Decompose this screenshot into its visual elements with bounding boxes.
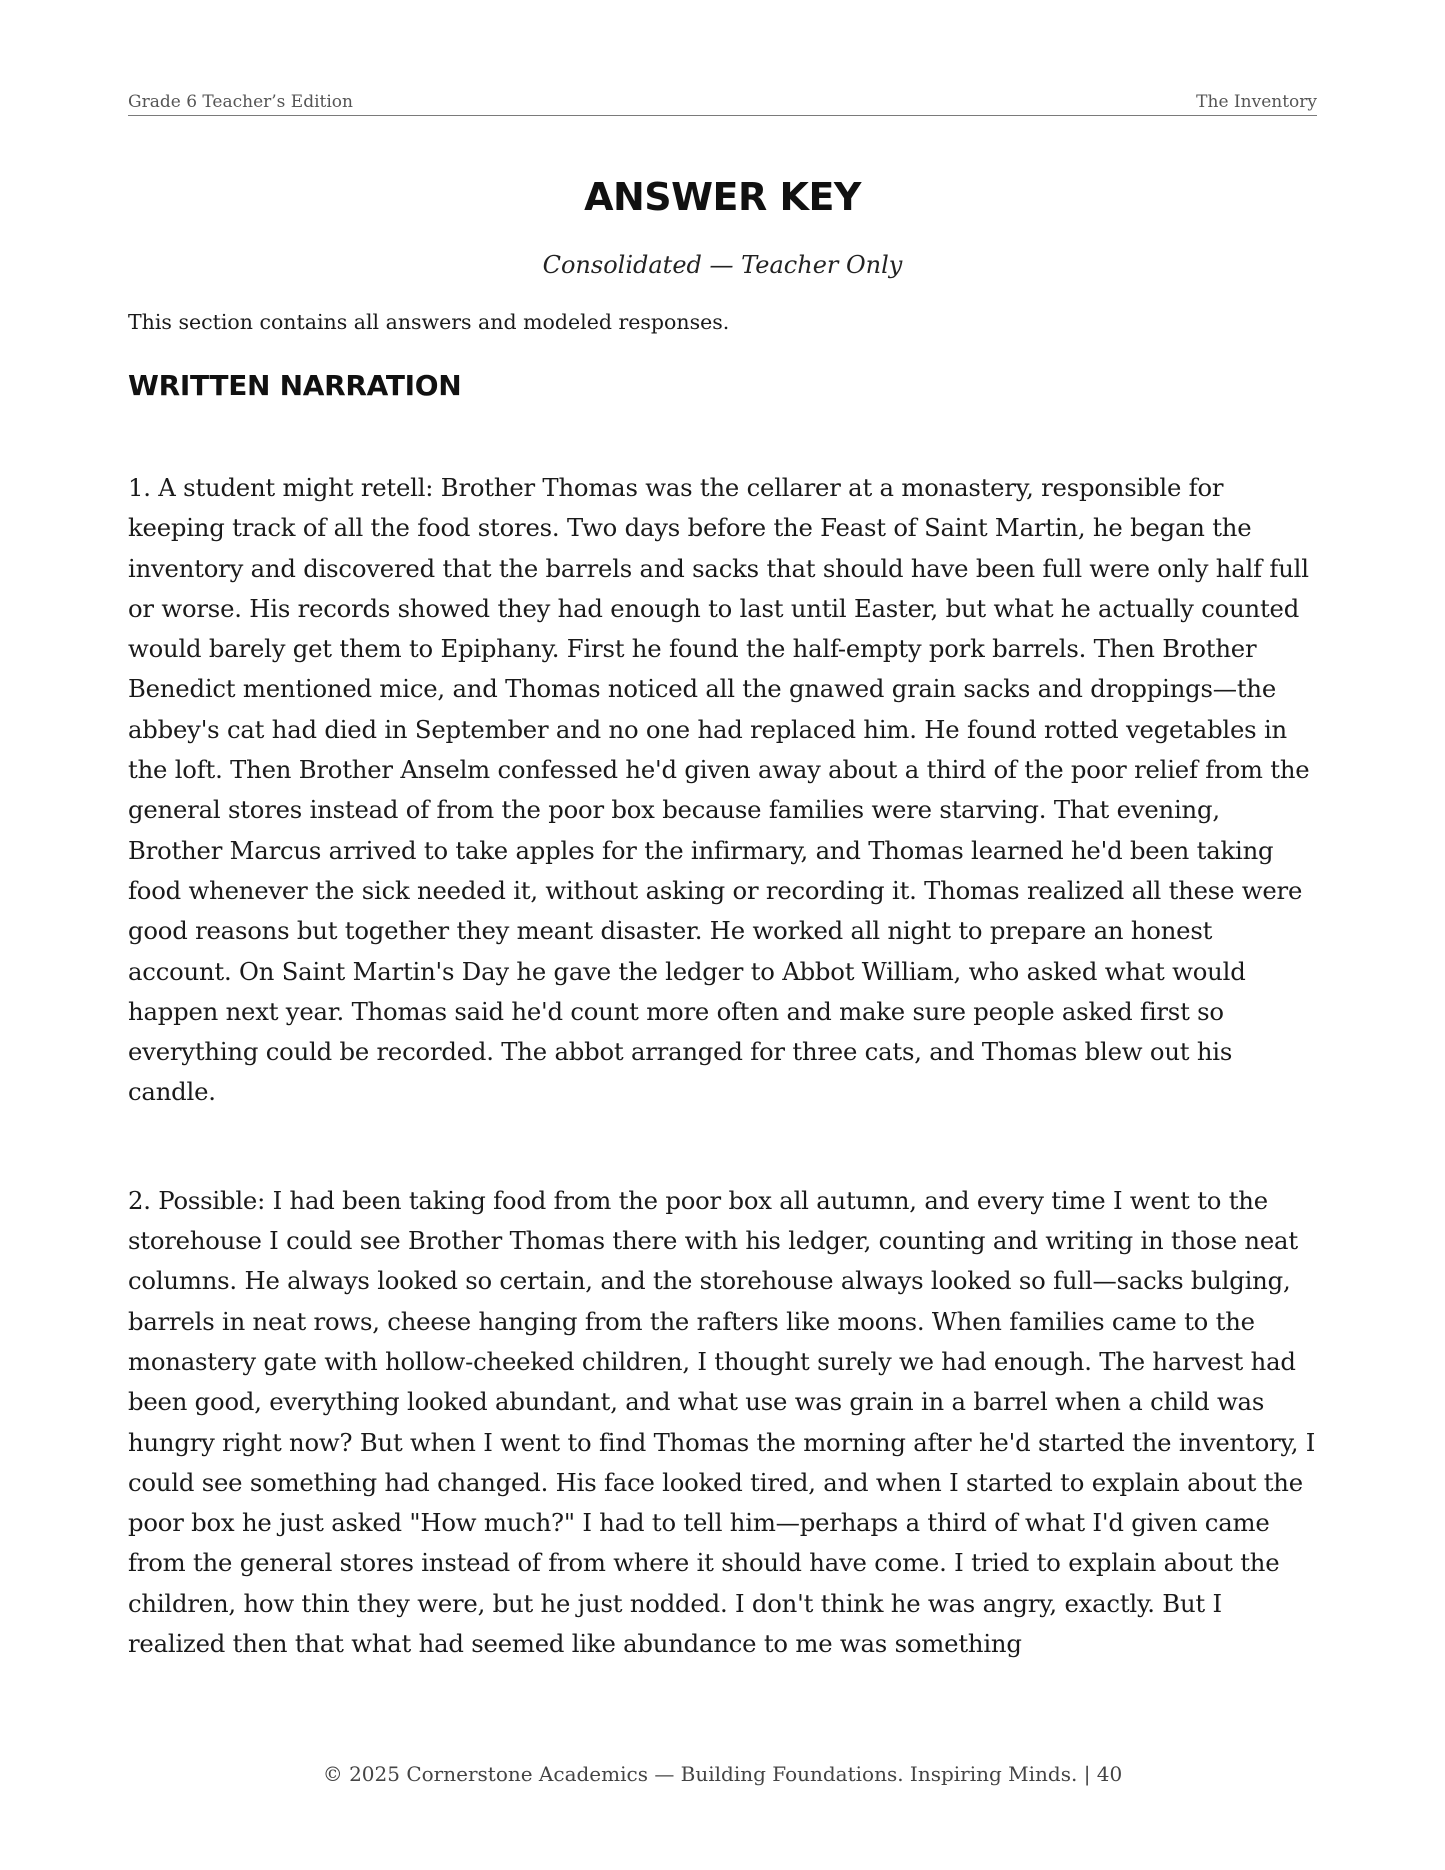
running-header [128, 84, 1317, 116]
header-right-text: The Inventory [1196, 92, 1317, 112]
answer-paragraph-2: 2. Possible: I had been taking food from the poor box all autumn, and every time I went to the storehouse I could see Brother Thomas there with his ledger, counting and writing in those neat columns. He always looked so certain, and the storehouse always looked so full—sacks bulging, barrels in neat rows, cheese hanging from the rafters like moons. When families came to the monastery gate with hollow-cheeked children, I thought surely we had enough. The harvest had been good, everything looked abundant, and what use was grain in a barrel when a child was hungry right now? But when I went to find Thomas the morning after he'd started the inventory, I could see something had changed. His face looked tired, and when I started to explain about the poor box he just asked "How much?" I had to tell him—perhaps a third of what I'd given came from the general stores instead of from where it should have come. I tried to explain about the children, how thin they were, but he just nodded. I don't think he was angry, exactly. But I realized then that what had seemed like abundance to me was something [128, 1185, 1316, 1659]
page-title: ANSWER KEY [584, 175, 861, 219]
answer-paragraph-1: 1. A student might retell: Brother Thomas was the cellarer at a monastery, responsible for keeping track of all the food stores. Two days before the Feast of Saint Martin, he began the inventory and discovered that the barrels and sacks that should have been full were only half full or worse. His records showed they had enough to last until Easter, but what he actually counted would barely get them to Epiphany. First he found the half-empty pork barrels. Then Brother Benedict mentioned mice, and Thomas noticed all the gnawed grain sacks and droppings—the abbey's cat had died in September and no one had replaced him. He found rotted vegetables in the loft. Then Brother Anselm confessed he'd given away about a third of the poor relief from the general stores instead of from the poor box because families were starving. That evening, Brother Marcus arrived to take apples for the infirmary, and Thomas learned he'd been taking food whenever the sick needed it, without asking or recording it. Thomas realized all these were good reasons but together they meant disaster. He worked all night to prepare an honest account. On Saint Martin's Day he gave the ledger to Abbot William, who asked what would happen next year. Thomas said he'd count more often and make sure people asked first so everything could be recorded. The abbot arranged for three cats, and Thomas blew out his candle. [128, 473, 1310, 1107]
page-content [128, 168, 1317, 1664]
header-left-text: Grade 6 Teacher’s Edition [128, 92, 353, 112]
page-footer: © 2025 Cornerstone Academics — Building Foundations. Inspiring Minds. | 40 [322, 1762, 1123, 1786]
section-heading: WRITTEN NARRATION [128, 369, 462, 402]
intro-text: This section contains all answers and modeled responses. [128, 310, 730, 334]
page-subtitle: Consolidated — Teacher Only [542, 251, 903, 279]
